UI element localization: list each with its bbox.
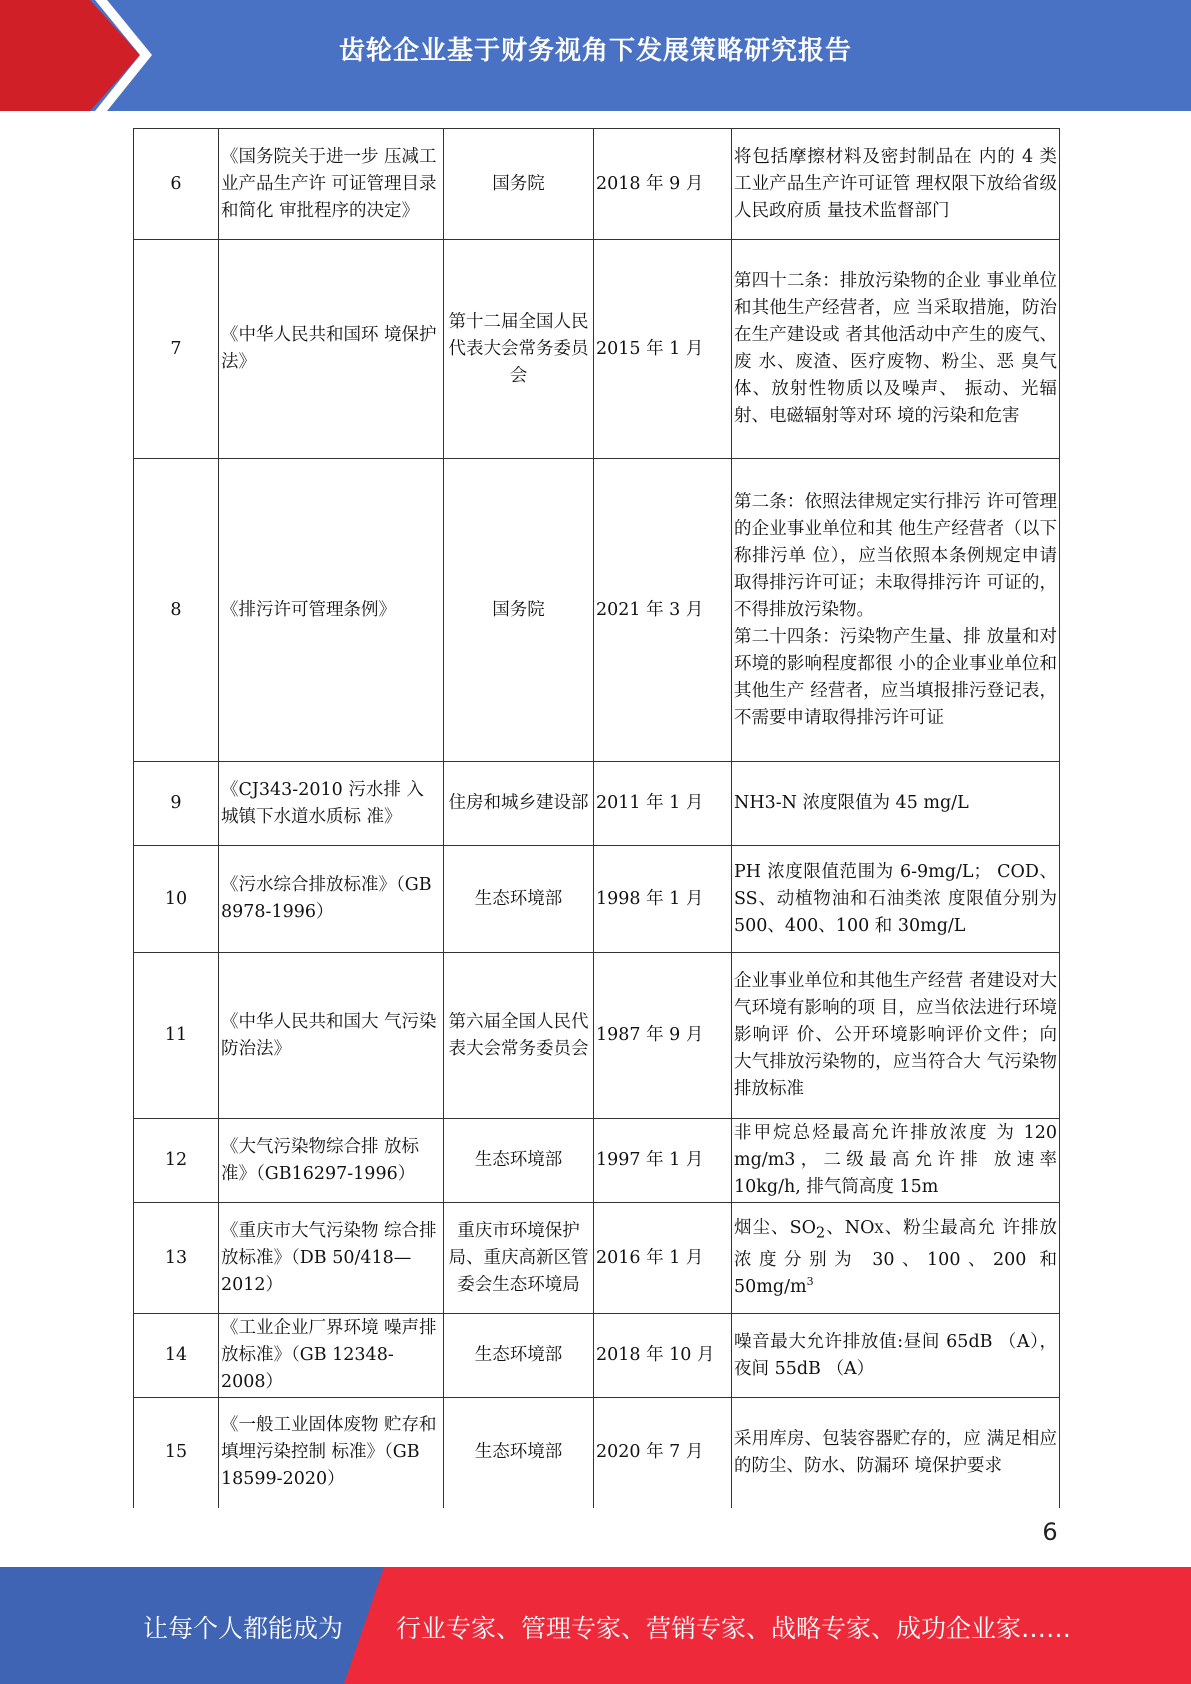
table-row — [134, 1119, 1060, 1203]
issue-date: 2015 年 1 月 — [594, 240, 732, 459]
issuing-authority: 第十二届全国人民代表大会常务委员会 — [444, 240, 594, 459]
key-content: 噪音最大允许排放值:昼间 65dB （A），夜间 55dB （A） — [732, 1314, 1060, 1398]
key-content: 企业事业单位和其他生产经营 者建设对大气环境有影响的项 目，应当依法进行环境影响评 价、公开环境影响评价文件；向 大气排放污染物的，应当符合大 气污染物排放标准 — [732, 953, 1060, 1119]
issuing-authority: 生态环境部 — [444, 846, 594, 953]
key-content: NH3-N 浓度限值为 45 mg/L — [732, 762, 1060, 846]
table-row — [134, 846, 1060, 953]
regulation-name: 《中华人民共和国环 境保护法》 — [219, 240, 444, 459]
issuing-authority: 第六届全国人民代表大会常务委员会 — [444, 953, 594, 1119]
regulation-name: 《工业企业厂界环境 噪声排放标准》（GB 12348-2008） — [219, 1314, 444, 1398]
table-row — [134, 1203, 1060, 1314]
row-number: 13 — [134, 1203, 219, 1314]
key-content: 采用库房、包装容器贮存的，应 满足相应的防尘、防水、防漏环 境保护要求 — [732, 1398, 1060, 1508]
key-content: 第四十二条：排放污染物的企业 事业单位和其他生产经营者，应 当采取措施，防治在生产建设或 者其他活动中产生的废气、废 水、废渣、医疗废物、粉尘、恶 臭气体、放射性物质以及噪声、 振动、光辐射、电磁辐射等对环 境的污染和危害 — [732, 240, 1060, 459]
row-number: 11 — [134, 953, 219, 1119]
row-number: 7 — [134, 240, 219, 459]
row-number: 10 — [134, 846, 219, 953]
regulation-name: 《污水综合排放标准》（GB 8978-1996） — [219, 846, 444, 953]
issue-date: 2011 年 1 月 — [594, 762, 732, 846]
superscript: 3 — [806, 1274, 814, 1288]
footer-slogan-left: 让每个人都能成为 — [143, 1614, 344, 1643]
issuing-authority: 住房和城乡建设部 — [444, 762, 594, 846]
issuing-authority: 生态环境部 — [444, 1398, 594, 1508]
key-content — [732, 1203, 1060, 1314]
regulation-name: 《CJ343-2010 污水排 入城镇下水道水质标 准》 — [219, 762, 444, 846]
regulation-name: 《重庆市大气污染物 综合排放标准》（DB 50/418—2012） — [219, 1203, 444, 1314]
issuing-authority: 生态环境部 — [444, 1314, 594, 1398]
table-row — [134, 1314, 1060, 1398]
regulation-name: 《国务院关于进一步 压减工业产品生产许 可证管理目录和简化 审批程序的决定》 — [219, 129, 444, 240]
key-content: PH 浓度限值范围为 6-9mg/L； COD、SS、动植物油和石油类浓 度限值分别为 500、400、100 和 30mg/L — [732, 846, 1060, 953]
issue-date: 2021 年 3 月 — [594, 459, 732, 762]
table-row — [134, 129, 1060, 240]
row-number: 6 — [134, 129, 219, 240]
policy-table — [133, 128, 1060, 1508]
regulation-name: 《排污许可管理条例》 — [219, 459, 444, 762]
page-header — [0, 0, 1191, 111]
clause-paragraph: 第二十四条：污染物产生量、排 放量和对环境的影响程度都很 小的企业事业单位和其他生产 经营者，应当填报排污登记表， 不需要申请取得排污许可证 — [734, 626, 1057, 728]
content-text: 烟尘、SO — [734, 1218, 816, 1239]
row-number: 8 — [134, 459, 219, 762]
regulation-name: 《大气污染物综合排 放标准》（GB16297-1996） — [219, 1119, 444, 1203]
table-row — [134, 762, 1060, 846]
row-number: 14 — [134, 1314, 219, 1398]
issue-date: 2016 年 1 月 — [594, 1203, 732, 1314]
regulation-name: 《一般工业固体废物 贮存和填埋污染控制 标准》（GB 18599-2020） — [219, 1398, 444, 1508]
table-row — [134, 1398, 1060, 1508]
row-number: 12 — [134, 1119, 219, 1203]
issue-date: 1997 年 1 月 — [594, 1119, 732, 1203]
issue-date: 2018 年 10 月 — [594, 1314, 732, 1398]
issuing-authority: 生态环境部 — [444, 1119, 594, 1203]
issuing-authority: 国务院 — [444, 129, 594, 240]
issue-date: 2020 年 7 月 — [594, 1398, 732, 1508]
table-row — [134, 240, 1060, 459]
key-content — [732, 459, 1060, 762]
subscript: 2 — [815, 1224, 826, 1242]
regulation-name: 《中华人民共和国大 气污染防治法》 — [219, 953, 444, 1119]
table-row — [134, 953, 1060, 1119]
key-content: 非甲烷总烃最高允许排放浓度 为 120 mg/m3，二级最高允许排 放速率 10kg/h, 排气筒高度 15m — [732, 1119, 1060, 1203]
clause-paragraph: 第二条：依照法律规定实行排污 许可管理的企业事业单位和其 他生产经营者（以下称排污单 位），应当依照本条例规定申请取得排污许可证；未取得排污许 可证的，不得排放污染物。 — [734, 491, 1057, 620]
report-title: 齿轮企业基于财务视角下发展策略研究报告 — [338, 36, 852, 66]
content-text: 、粉尘最高允 许排放浓度分别为 30、100、200 和 50mg/m — [734, 1218, 1057, 1297]
issue-date: 2018 年 9 月 — [594, 129, 732, 240]
key-content: 将包括摩擦材料及密封制品在 内的 4 类工业产品生产许可证管 理权限下放给省级人民政府质 量技术监督部门 — [732, 129, 1060, 240]
issuing-authority: 国务院 — [444, 459, 594, 762]
row-number: 15 — [134, 1398, 219, 1508]
content-text: 、NO — [825, 1218, 875, 1239]
subscript: X — [874, 1222, 884, 1238]
page-footer — [0, 1567, 1191, 1684]
issuing-authority: 重庆市环境保护局、重庆高新区管委会生态环境局 — [444, 1203, 594, 1314]
issue-date: 1998 年 1 月 — [594, 846, 732, 953]
footer-slogan-right: 行业专家、管理专家、营销专家、战略专家、成功企业家…… — [396, 1614, 1072, 1643]
issue-date: 1987 年 9 月 — [594, 953, 732, 1119]
row-number: 9 — [134, 762, 219, 846]
page-number: 6 — [1042, 1518, 1058, 1546]
table-row — [134, 459, 1060, 762]
